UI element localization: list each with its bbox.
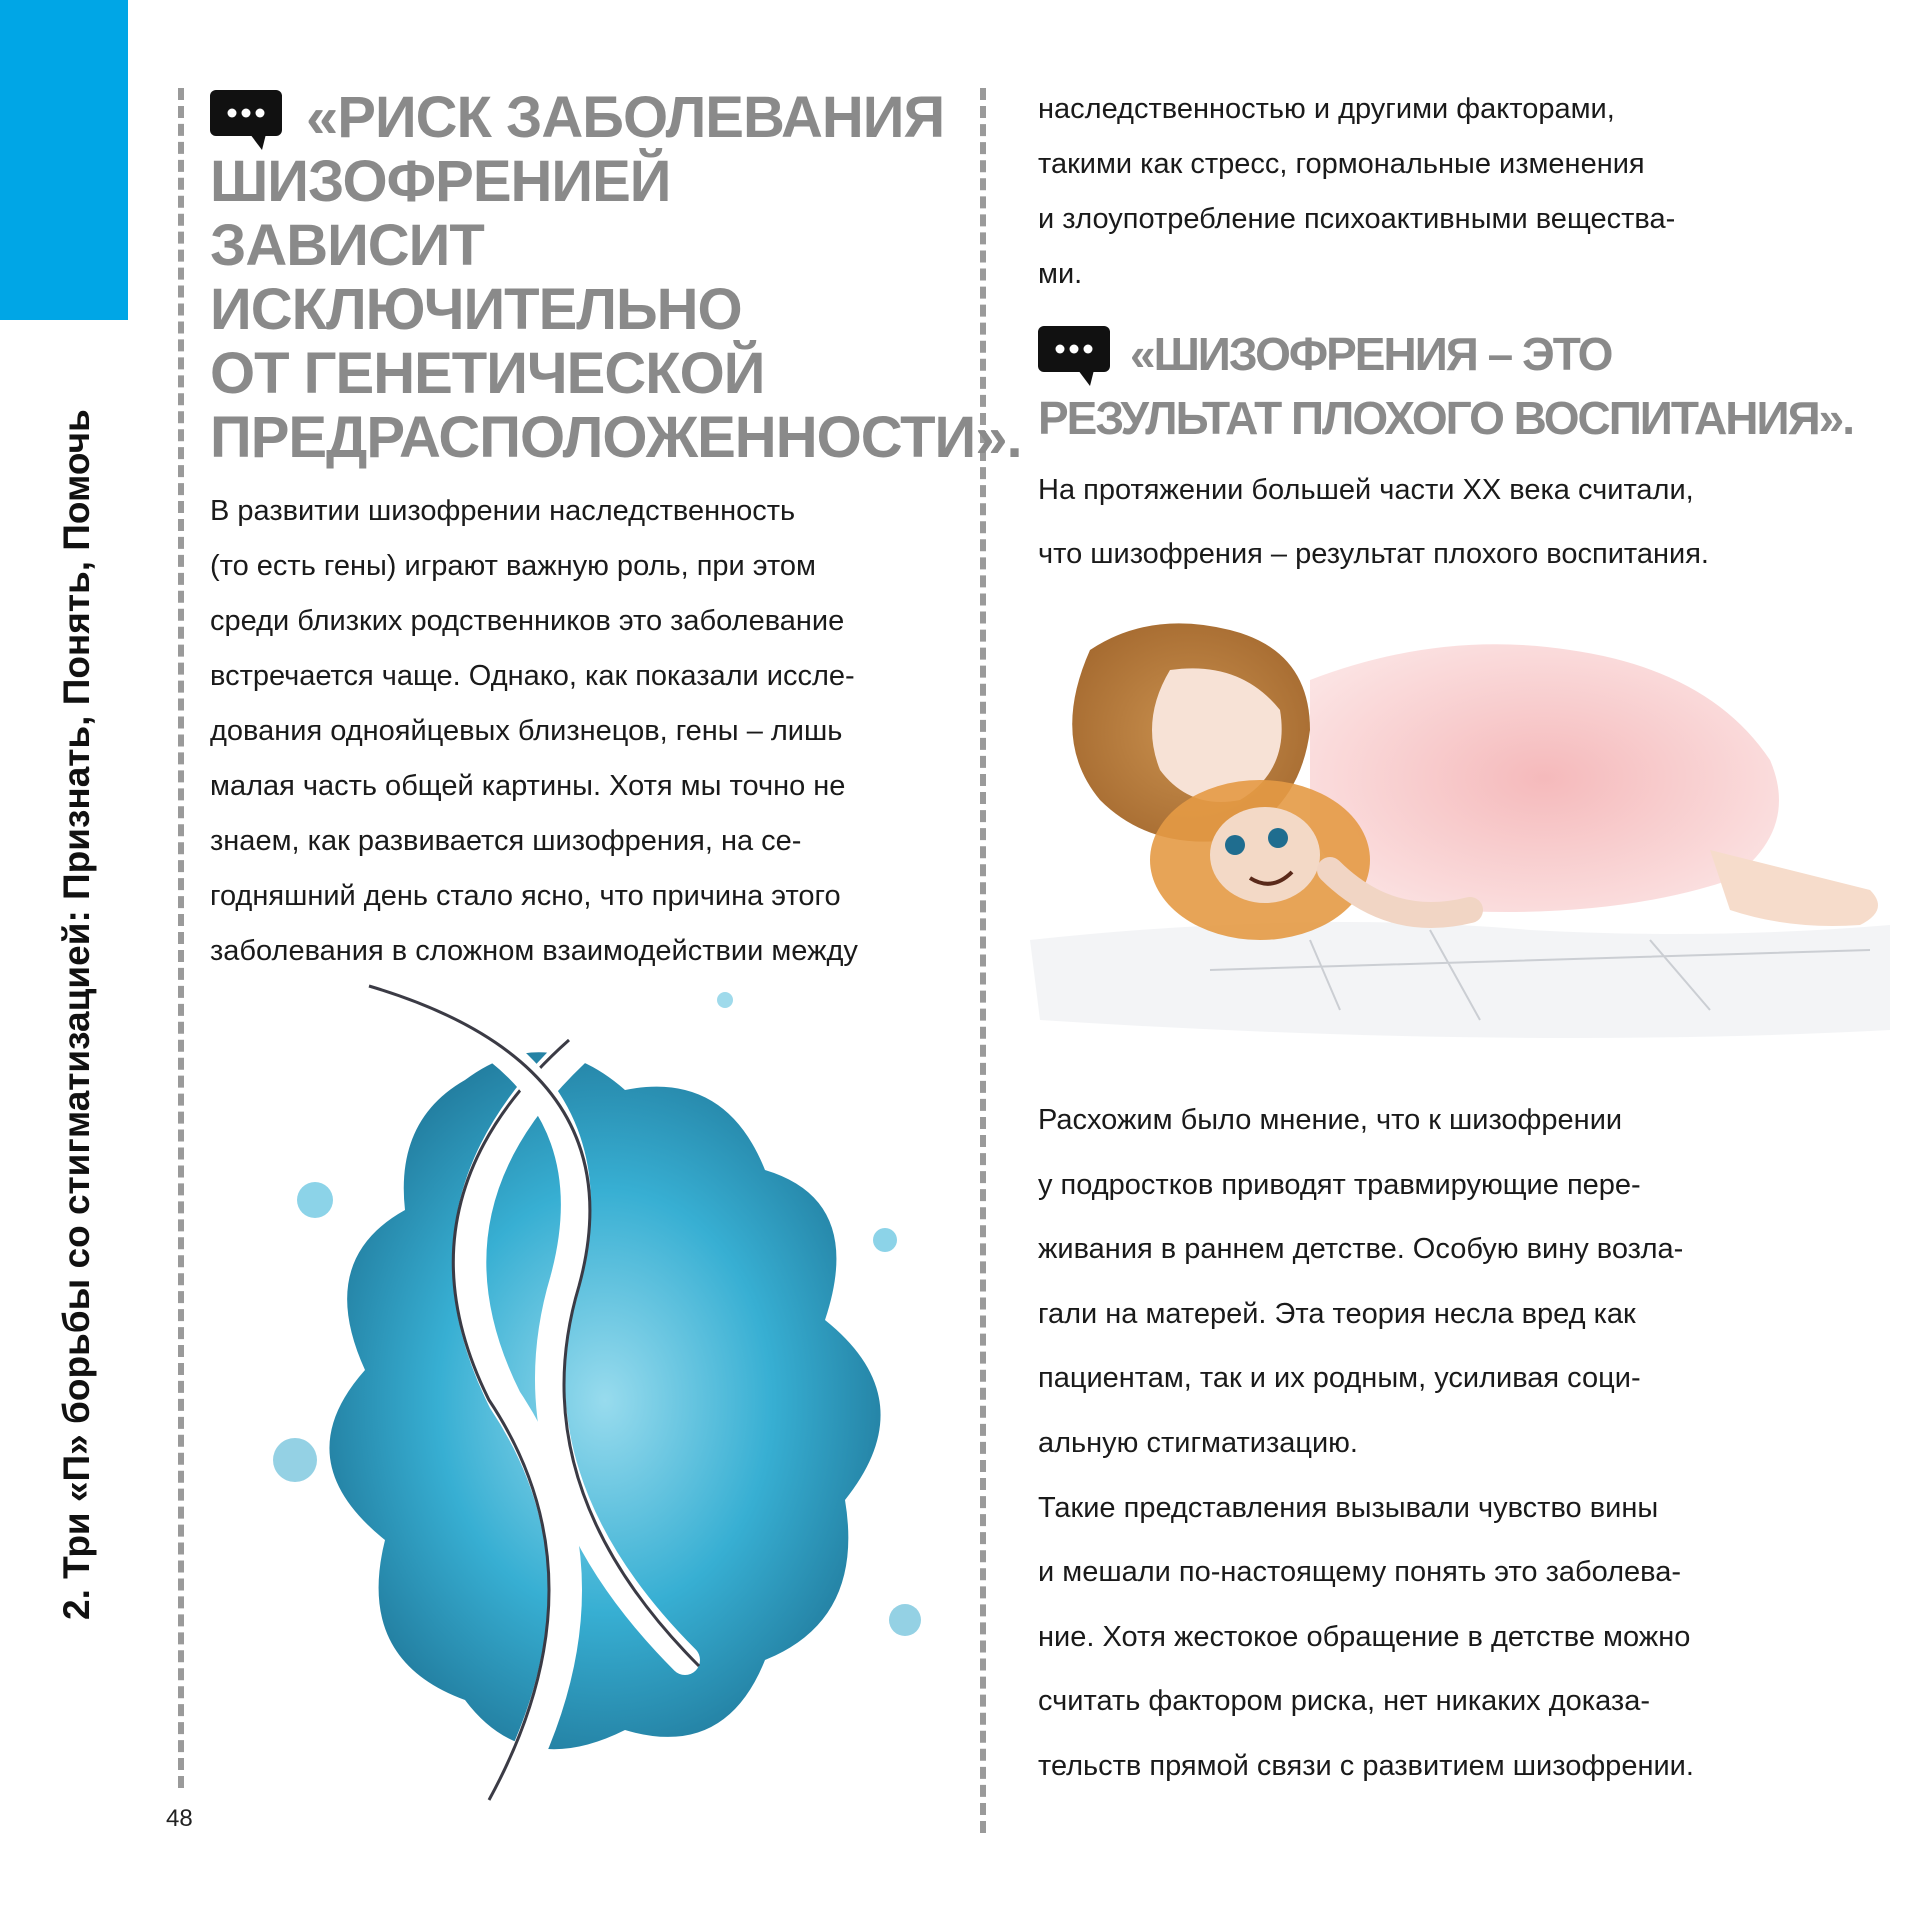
upbringing-paragraph: Расхожим было мнение, что к шизофрении у подростков приводят травмирующие пере- живания в раннем детстве. Особую вину возла- гали на матерей. Эта теория несла вред как пациентам, так и их родным, усиливая соци- альную стигматизацию. Такие представления вызывали чувство вины и мешали по-настоящему понять это заболева- ние. Хотя жестокое обращение в детстве можно считать фактором риска, нет никаких доказа- тельств прямой связи с развитием шизофрении. [1038, 1104, 1694, 1782]
dna-watercolor-illustration [205, 940, 985, 1820]
myth-heading-upbringing: «ШИЗОФРЕНИЯ – ЭТО РЕЗУЛЬТАТ ПЛОХОГО ВОСПИТАНИЯ». [1038, 328, 1853, 444]
left-dashed-divider [178, 88, 184, 1788]
myth-heading-genetics: «РИСК ЗАБОЛЕВАНИЯ ШИЗОФРЕНИЕЙ ЗАВИСИТ ИСКЛЮЧИТЕЛЬНО ОТ ГЕНЕТИЧЕСКОЙ ПРЕДРАСПОЛОЖЕННОСТИ». [210, 85, 1022, 470]
speech-bubble-icon [1038, 326, 1110, 388]
speech-bubble-icon [210, 90, 282, 152]
chapter-color-tab [0, 0, 128, 320]
left-column [210, 85, 1022, 979]
myth-heading-block [210, 85, 1022, 470]
chapter-title: 2. Три «П» борьбы со стигматизацией: Признать, Понять, Помочь [56, 409, 97, 1620]
page-number: 48 [166, 1805, 193, 1832]
right-column [1038, 82, 1868, 586]
genetics-paragraph-continuation: наследственностью и другими факторами, такими как стресс, гормональные изменения и злоупотребление психоактивными вещества- ми. [1038, 93, 1676, 290]
girl-with-toy-illustration [1010, 610, 1910, 1060]
myth-heading-block-2 [1038, 322, 1868, 450]
genetics-paragraph: В развитии шизофрении наследственность (то есть гены) играют важную роль, при этом среди близких родственников это заболевание встречается чаще. Однако, как показали иссле- дования однояйцевых близнецов, гены – лишь малая часть общей картины. Хотя мы точно не знаем, как развивается шизофрения, на се- годняшний день стало ясно, что причина этого заболевания в сложном взаимодействии между [210, 495, 858, 967]
upbringing-intro-paragraph: На протяжении большей части XX века считали, что шизофрения – результат плохого воспитания. [1038, 474, 1709, 570]
